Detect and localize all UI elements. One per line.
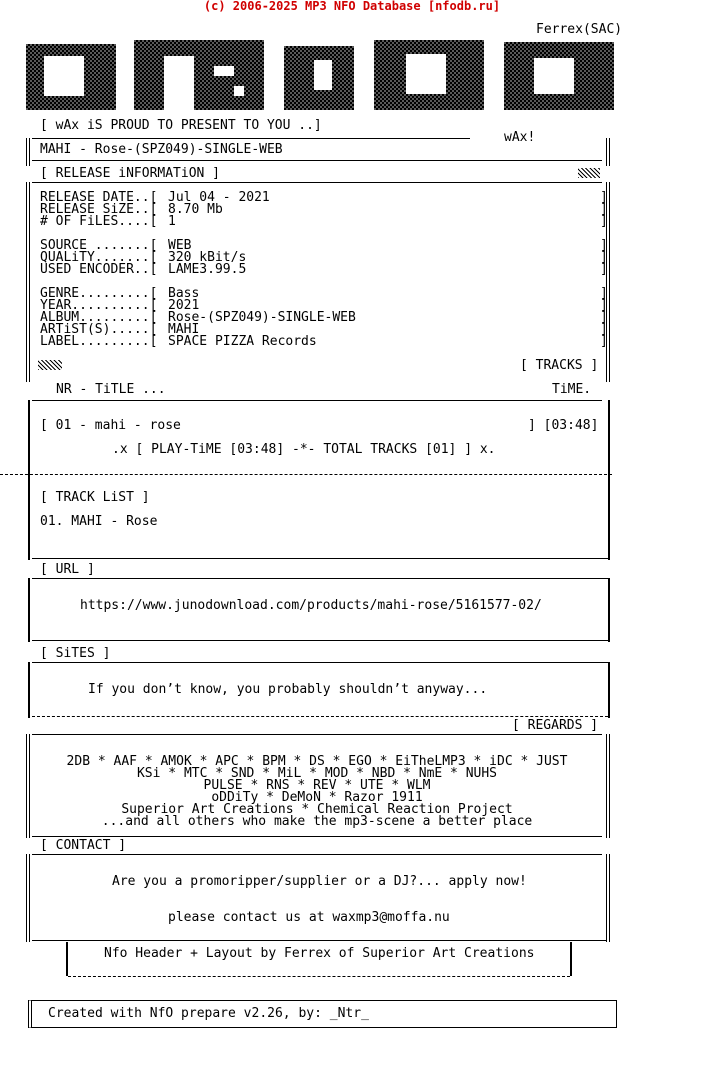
info-value: LAME3.99.5 <box>168 262 247 277</box>
divider <box>32 854 602 855</box>
info-label: QUALiTY.......[ <box>40 250 158 265</box>
frame-right-contact <box>606 854 610 942</box>
info-label: RELEASE DATE..[ <box>40 190 158 205</box>
frame-right-url <box>608 578 610 642</box>
info-label: ALBUM.........[ <box>40 310 158 325</box>
info-label: LABEL.........[ <box>40 334 158 349</box>
info-label: GENRE.........[ <box>40 286 158 301</box>
sites-heading: [ SiTES ] <box>40 646 111 661</box>
present-line: [ wAx iS PROUD TO PRESENT TO YOU ..] <box>40 118 322 133</box>
info-value: 8.70 Mb <box>168 202 223 217</box>
logo-tag: wAx! <box>504 130 536 145</box>
info-closer: ] <box>600 190 608 205</box>
regards-line: KSi * MTC * SND * MiL * MOD * NBD * NmE * NUHS <box>136 766 498 781</box>
info-value: 320 kBit/s <box>168 250 247 265</box>
frame-left-credit <box>66 942 68 976</box>
frame-left-regards <box>26 734 30 838</box>
wax-ascii-logo-icon <box>14 36 626 118</box>
tracks-heading: [ TRACKS ] <box>520 358 599 373</box>
tracklist-item: 01. MAHI - Rose <box>40 514 158 529</box>
info-closer: ] <box>600 250 608 265</box>
divider <box>32 940 606 941</box>
info-value: 1 <box>168 214 176 229</box>
divider <box>68 976 570 977</box>
sites-text: If you don’t know, you probably shouldn’t anyway... <box>88 682 488 697</box>
info-label: YEAR..........[ <box>40 298 158 313</box>
frame-left-tracks <box>28 400 30 474</box>
track-line: [ 01 - mahi - rose <box>40 418 181 433</box>
divider <box>32 836 602 837</box>
contact-line-1: Are you a promoripper/supplier or a DJ?... apply now! <box>112 874 527 889</box>
info-closer: ] <box>600 202 608 217</box>
frame-left-title <box>26 138 30 166</box>
frame-left-info <box>26 182 30 382</box>
divider <box>32 558 608 559</box>
info-closer: ] <box>600 310 608 325</box>
contact-line-2: please contact us at waxmp3@moffa.nu <box>168 910 450 925</box>
regards-heading: [ REGARDS ] <box>512 718 599 733</box>
url-heading: [ URL ] <box>40 562 95 577</box>
divider <box>32 734 602 735</box>
divider <box>32 716 608 717</box>
divider <box>32 182 602 183</box>
release-info-heading: [ RELEASE iNFORMATiON ] <box>40 166 221 181</box>
frame-right-credit <box>570 942 572 976</box>
artist-credit: Ferrex(SAC) <box>536 22 623 37</box>
contact-heading: [ CONTACT ] <box>40 838 127 853</box>
regards-line: 2DB * AAF * AMOK * APC * BPM * DS * EGO * EiTheLMP3 * iDC * JUST <box>66 754 568 769</box>
divider <box>32 640 608 641</box>
frame-right-sites <box>608 662 610 718</box>
playtime-line: .x [ PLAY-TiME [03:48] -*- TOTAL TRACKS [01] ] x. <box>112 442 496 457</box>
divider <box>32 138 470 139</box>
divider <box>0 474 612 475</box>
regards-line: PULSE * RNS * REV * UTE * WLM <box>203 778 431 793</box>
release-title: MAHI - Rose-(SPZ049)-SINGLE-WEB <box>40 142 283 157</box>
info-label: USED ENCODER..[ <box>40 262 158 277</box>
info-closer: ] <box>600 262 608 277</box>
info-value: 2021 <box>168 298 200 313</box>
info-closer: ] <box>600 334 608 349</box>
regards-line: Superior Art Creations * Chemical Reaction Project <box>121 802 513 817</box>
info-closer: ] <box>600 322 608 337</box>
frame-right-title <box>606 138 610 166</box>
info-value: MAHI <box>168 322 200 337</box>
tracklist-heading: [ TRACK LiST ] <box>40 490 150 505</box>
info-label: RELEASE SiZE..[ <box>40 202 158 217</box>
regards-line: oDDiTy * DeMoN * Razor 1911 <box>211 790 423 805</box>
divider <box>32 578 608 579</box>
layout-credit: Nfo Header + Layout by Ferrex of Superior Art Creations <box>104 946 535 961</box>
frame-left-tracklist <box>28 474 30 560</box>
info-closer: ] <box>600 238 608 253</box>
info-label: ARTiST(S).....[ <box>40 322 158 337</box>
info-closer: ] <box>600 298 608 313</box>
info-closer: ] <box>600 214 608 229</box>
shade-block <box>578 168 600 178</box>
divider <box>32 662 608 663</box>
frame-left-url <box>28 578 30 642</box>
info-value: WEB <box>168 238 192 253</box>
info-value: Rose-(SPZ049)-SINGLE-WEB <box>168 310 356 325</box>
url-link[interactable]: https://www.junodownload.com/products/mahi-rose/5161577-02/ <box>80 598 542 613</box>
col-nr-title: NR - TiTLE ... <box>56 382 166 397</box>
divider <box>32 400 602 401</box>
divider <box>32 160 602 161</box>
frame-left-contact <box>26 854 30 942</box>
frame-right-tracks <box>608 400 610 474</box>
frame-left-sites <box>28 662 30 718</box>
info-value: Jul 04 - 2021 <box>168 190 270 205</box>
header-banner: (c) 2006-2025 MP3 NFO Database [nfodb.ru] <box>203 0 501 13</box>
regards-line: ...and all others who make the mp3-scene a better place <box>101 814 533 829</box>
info-value: Bass <box>168 286 200 301</box>
info-value: SPACE PIZZA Records <box>168 334 317 349</box>
info-label: # OF FiLES....[ <box>40 214 158 229</box>
col-time: TiME. <box>552 382 592 397</box>
info-label: SOURCE .......[ <box>40 238 158 253</box>
footer-text: Created with NfO prepare v2.26, by: _Ntr_ <box>48 1006 369 1021</box>
frame-right-tracklist <box>608 474 610 560</box>
info-closer: ] <box>600 286 608 301</box>
track-time: ] [03:48] <box>528 418 599 433</box>
frame-right-regards <box>606 734 610 838</box>
shade-block <box>38 360 62 370</box>
